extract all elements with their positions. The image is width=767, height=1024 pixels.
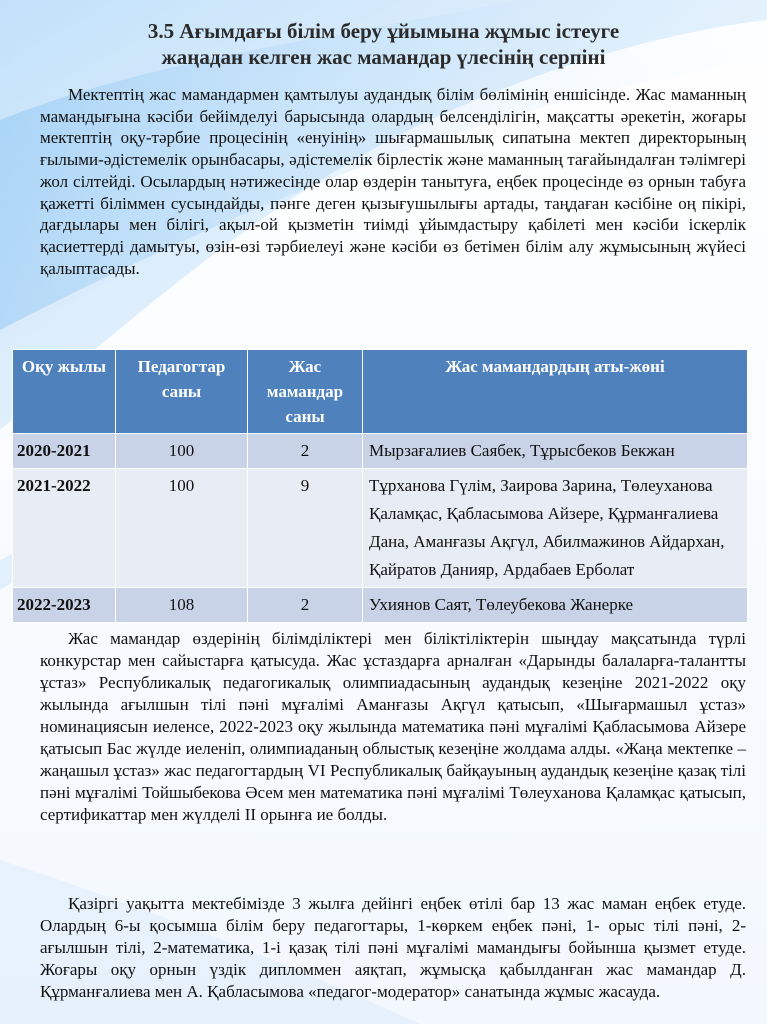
intro-paragraph: Мектептің жас мамандармен қамтылуы аудандық білім бөлімінің еншісінде. Жас маманның мамандығына кәсіби бейімделуі барысында олардың белсенділігін, мақсатты әрекетін, жоғары мектептің оқу-тәрбие процесінің «енуінің» шығармашылық сипатына мектеп директорының ғылыми-әдістемелік орынбасары, әдістемелік бірлестік және маманның тағайындалған тәлімгері жол сілтейді. Осылардың нәтижесінде олар өздерін танытуға, еңбек процесінде өз орнын табуға қажетті біліммен сусындайды, пәнге деген қызығушылығы артады, таңдаған кәсібіне оң пікірі, дағдылары мен білігі, ақыл-ой қызметін тиімді ұйымдастыру қабілеті мен кәсіби іскерлік қасиеттерді дамытуы, өзін-өзі тәрбиелеуі және кәсіби өз бетімен білім алу жұмысының жүйесі қалыптасады. (40, 85, 746, 278)
header-teachers: Педагогтар саны (116, 350, 248, 434)
header-young: Жас мамандар саны (248, 350, 363, 434)
title-line-1: 3.5 Ағымдағы білім беру ұйымына жұмыс істеуге (147, 19, 620, 43)
row-year: 2022-2023 (13, 588, 116, 623)
table-header-row (13, 350, 748, 434)
row-teachers: 100 (116, 434, 248, 469)
young-specialists-table (12, 349, 748, 623)
table-row (13, 588, 748, 623)
row-young: 2 (248, 588, 363, 623)
header-names: Жас мамандардың аты-жөні (363, 350, 748, 434)
title-line-2: жаңадан келген жас мамандар үлесінің серпіні (161, 45, 606, 69)
row-year: 2020-2021 (13, 434, 116, 469)
row-names: Ухиянов Саят, Төлеубекова Жанерке (363, 588, 748, 623)
row-names: Мырзағалиев Саябек, Тұрысбеков Бекжан (363, 434, 748, 469)
header-year: Оқу жылы (13, 350, 116, 434)
row-year: 2021-2022 (13, 469, 116, 588)
row-teachers: 108 (116, 588, 248, 623)
table-row (13, 469, 748, 588)
current-staff-paragraph: Қазіргі уақытта мектебімізде 3 жылға дейінгі еңбек өтілі бар 13 жас маман еңбек етуде. Олардың 6-ы қосымша білім беру педагогтары, 1-көркем еңбек пәні, 1- орыс тілі пәні, 2-ағылшын тілі, 2-математика, 1-і қазақ тілі пәні мұғалімі мамандығы бойынша қызмет етуде. Жоғары оқу орнын үздік дипломмен аяқтап, жұмысқа қабылданған жас мамандар Д. Құрманғалиева мен А. Қабласымова «педагог-модератор» санатында жұмыс жасауда. (40, 894, 746, 1001)
row-young: 9 (248, 469, 363, 588)
competitions-paragraph: Жас мамандар өздерінің білімділіктері мен біліктіліктерін шыңдау мақсатында түрлі конкурстар мен сайыстарға қатысуда. Жас ұстаздарға арналған «Дарынды балаларға-талантты ұстаз» Республикалық педагогикалық олимпиадасының аудандық кезеңіне 2021-2022 оқу жылында ағылшын тілі пәні мұғалімі Аманғазы Ақгүл қатысып, «Шығармашыл ұстаз» номинациясын иеленсе, 2022-2023 оқу жылында математика пәні мұғалімі Қабласымова Айзере қатысып Бас жүлде иеленіп, олимпиаданың облыстық кезеңіне жолдама алды. «Жаңа мектепке –жаңашыл ұстаз» жас педагогтардың VI Республикалық байқауының аудандық кезеңіне қазақ тілі пәні мұғалімі Тойшыбекова Әсем мен математика пәні мұғалімі Төлеуханова Қаламқас қатысып, сертификаттар мен жүлделі II орынға ие болды. (40, 629, 746, 824)
row-names: Тұрханова Гүлім, Заирова Зарина, Төлеуханова Қаламқас, Қабласымова Айзере, Құрманғалиева Дана, Аманғазы Ақгүл, Абилмажинов Айдархан, Қайратов Данияр, Ардабаев Ерболат (363, 469, 748, 588)
row-young: 2 (248, 434, 363, 469)
table-row (13, 434, 748, 469)
section-title (30, 18, 737, 70)
row-teachers: 100 (116, 469, 248, 588)
